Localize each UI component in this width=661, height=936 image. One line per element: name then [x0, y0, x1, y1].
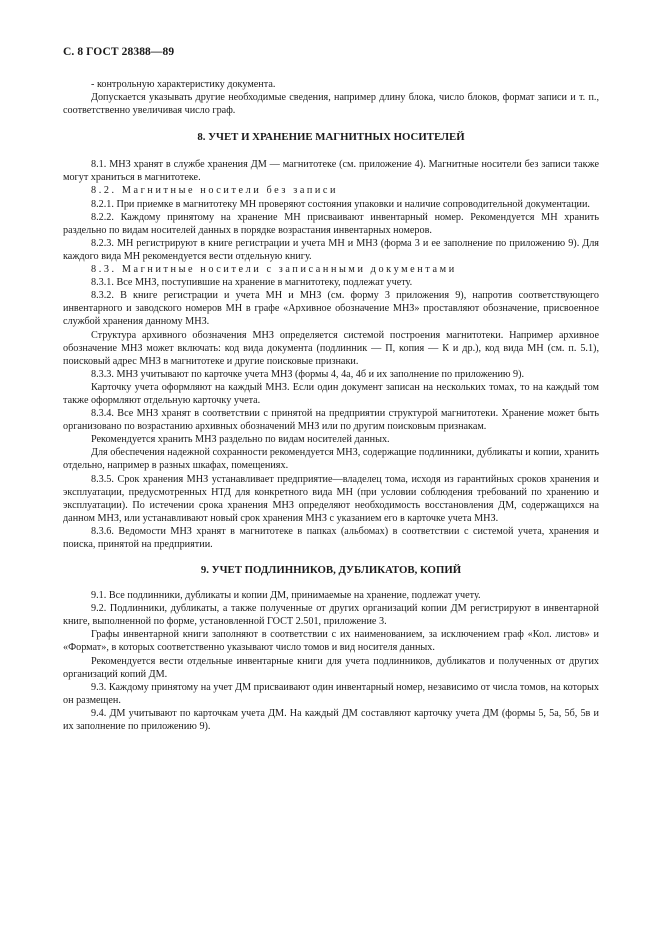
paragraph: Допускается указывать другие необходимые сведения, например длину блока, число блоков, формат записи и т. п., соответственно увеличивая число граф.: [63, 92, 599, 117]
paragraph-8-1: 8.1. МНЗ хранят в службе хранения ДМ — магнитотеке (см. приложение 4). Магнитные носители без записи также могут храниться в магнитотеке.: [63, 159, 599, 184]
paragraph-9-2: 9.2. Подлинники, дубликаты, а также полученные от других организаций копии ДМ регистрируют в инвентарной книге, выполненной по форме, установленной ГОСТ 2.501, приложение 3.: [63, 603, 599, 628]
paragraph-8-3-2: 8.3.2. В книге регистрации и учета МН и МНЗ (см. форму 3 приложения 9), напротив соответствующего инвентарного и заводского номеров МН в графе «Архивное обозначение МНЗ» проставляют обозначение, присвоенное службой хранения данному МНЗ.: [63, 290, 599, 328]
paragraph-8-2-1: 8.2.1. При приемке в магнитотеку МН проверяют состояния упаковки и наличие сопроводительной документации.: [91, 198, 590, 210]
paragraph-9-1: 9.1. Все подлинники, дубликаты и копии ДМ, принимаемые на хранение, подлежат учету.: [91, 590, 481, 602]
paragraph-9-4: 9.4. ДМ учитывают по карточкам учета ДМ. На каждый ДМ составляют карточку учета ДМ (формы 5, 5а, 5б, 5в и их заполнение по приложению 9).: [63, 707, 599, 733]
paragraph-8-3-3: 8.3.3. МНЗ учитывают по карточке учета МНЗ (формы 4, 4а, 4б и их заполнение по приложению 9).: [91, 368, 525, 380]
section-9-title: 9. УЧЕТ ПОДЛИННИКОВ, ДУБЛИКАТОВ, КОПИЙ: [200, 564, 462, 577]
paragraph: Структура архивного обозначения МНЗ определяется системой построения магнитотеки. Например архивное обозначение МНЗ может включать: код вида документа (подлинник — П, копия — К и др.), код вида МН (см. п. 5.1), поисковый адрес МНЗ в магнитотеке и другие поисковые признаки.: [63, 329, 599, 367]
paragraph: Рекомендуется вести отдельные инвентарные книги для учета подлинников, дубликатов и полученных от других организаций копий ДМ.: [63, 655, 599, 680]
page-header: С. 8 ГОСТ 28388—89: [63, 46, 175, 58]
paragraph-9-3: 9.3. Каждому принятому на учет ДМ присваивают один инвентарный номер, независимо от числа томов, на которых он размещен.: [63, 681, 599, 706]
paragraph: Графы инвентарной книги заполняют в соответствии с их наименованием, за исключением граф «Кол. листов» и «Формат», в которых соответственно указывают число томов и вид носителя данных.: [63, 629, 599, 654]
paragraph-8-3-4: 8.3.4. Все МНЗ хранят в соответствии с принятой на предприятии структурой магнитотеки. Хранение может быть организовано по возрастанию архивных обозначений МНЗ или по другим поисковым признакам.: [63, 408, 599, 433]
paragraph-8-2-3: 8.2.3. МН регистрируют в книге регистрации и учета МН и МНЗ (форма 3 и ее заполнение по приложению 9). Для каждого вида МН рекомендуется вести отдельную книгу.: [63, 237, 599, 262]
paragraph: Для обеспечения надежной сохранности рекомендуется МНЗ, содержащие подлинники, дубликаты и копии, хранить отдельно, например в разных шкафах, помещениях.: [63, 447, 599, 472]
paragraph-8-3-6: 8.3.6. Ведомости МНЗ хранят в магнитотеке в папках (альбомах) в соответствии с системой учета, хранения и поиска, принятой на предприятии.: [63, 525, 599, 550]
paragraph-8-3-5: 8.3.5. Срок хранения МНЗ устанавливает предприятие—владелец тома, исходя из гарантийных сроков хранения и эксплуатации, предусмотренных НТД для конкретного вида МН (при условии соблюдения требований по хранению и эксплуатации). По истечении срока хранения МНЗ определяют необходимость восстановления ДМ, содержащихся на данном МНЗ, или устанавливают новый срок хранения МНЗ с указанием его в карточке учета МНЗ.: [63, 473, 599, 524]
paragraph: Карточку учета оформляют на каждый МНЗ. Если один документ записан на нескольких томах, то на каждый том также оформляют отдельную карточку учета.: [63, 381, 599, 406]
section-8-title: 8. УЧЕТ И ХРАНЕНИЕ МАГНИТНЫХ НОСИТЕЛЕЙ: [197, 131, 465, 144]
paragraph-8-2-2: 8.2.2. Каждому принятому на хранение МН присваивают инвентарный номер. Рекомендуется МН хранить раздельно по видам носителей данных в порядке возрастания инвентарных номеров.: [63, 211, 599, 236]
paragraph: - контрольную характеристику документа.: [91, 79, 276, 90]
paragraph: Рекомендуется хранить МНЗ раздельно по видам носителей данных.: [91, 434, 390, 446]
paragraph-8-3-1: 8.3.1. Все МНЗ, поступившие на хранение в магнитотеку, подлежат учету.: [91, 277, 413, 289]
document-body: [63, 78, 599, 733]
subheading-8-2: 8.2. Магнитные носители без записи: [91, 185, 339, 197]
subheading-8-3: 8.3. Магнитные носители с записанными документами: [91, 264, 457, 276]
